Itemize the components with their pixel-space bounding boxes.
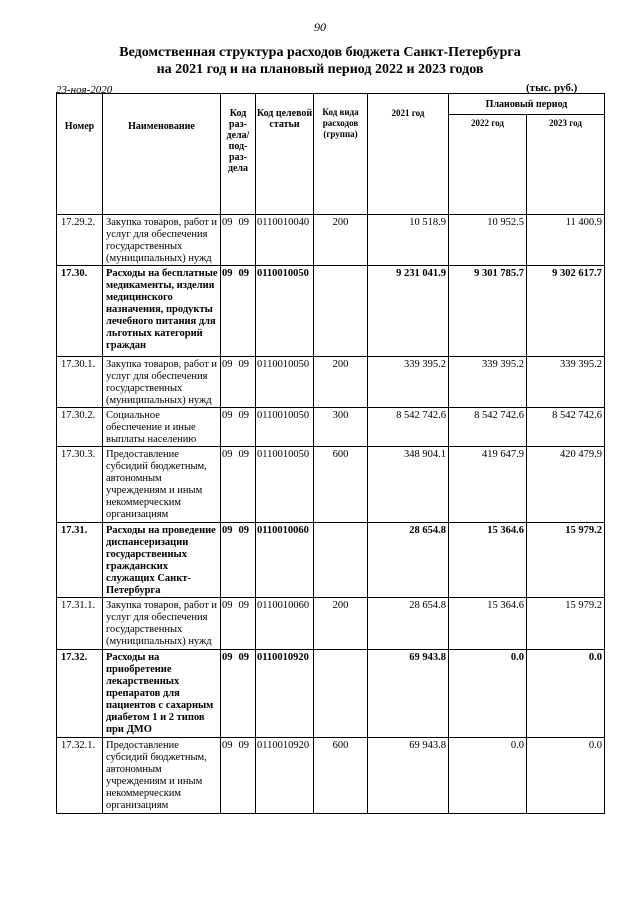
row-name: Закупка товаров, работ и услуг для обеспечения государственных (муниципальных) нужд [103,215,221,266]
row-value-2023: 15 979.2 [527,523,605,598]
header-section-code: Код раз-дела/ под-раз-дела [221,94,256,215]
row-subsection: 09 [238,600,249,611]
row-target-code: 0110010050 [256,447,314,523]
row-value-2021: 348 904.1 [368,447,449,523]
table-row [57,408,605,447]
row-name: Расходы на бесплатные медикаменты, изделия медицинского назначения, продукты лечебного питания для льготных категорий граждан [103,266,221,357]
budget-table [56,93,605,814]
row-expense-type: 600 [314,738,368,814]
row-target-code: 0110010040 [256,215,314,266]
row-expense-type: 200 [314,215,368,266]
row-expense-type: 200 [314,598,368,650]
row-name: Закупка товаров, работ и услуг для обеспечения государственных (муниципальных) нужд [103,357,221,408]
page-title [0,44,640,78]
row-value-2023: 0.0 [527,650,605,738]
row-number: 17.30.1. [57,357,103,408]
row-expense-type: 300 [314,408,368,447]
table-row [57,447,605,523]
row-number: 17.32.1. [57,738,103,814]
title-line-2: на 2021 год и на плановый период 2022 и 2023 годов [156,62,484,77]
row-value-2023: 8 542 742.6 [527,408,605,447]
row-value-2021: 339 395.2 [368,357,449,408]
table-row [57,266,605,357]
header-name: Наименование [103,94,221,215]
row-value-2023: 15 979.2 [527,598,605,650]
row-value-2021: 8 542 742.6 [368,408,449,447]
row-section-code [221,266,256,357]
row-value-2022: 0.0 [449,650,527,738]
row-number: 17.32. [57,650,103,738]
row-target-code: 0110010920 [256,650,314,738]
row-number: 17.30. [57,266,103,357]
header-year-2022: 2022 год [449,115,527,215]
row-section: 09 [222,359,233,370]
row-number: 17.29.2. [57,215,103,266]
header-year-2023: 2023 год [527,115,605,215]
row-expense-type [314,523,368,598]
row-expense-type [314,650,368,738]
row-section: 09 [222,600,233,611]
row-value-2022: 339 395.2 [449,357,527,408]
row-value-2022: 10 952.5 [449,215,527,266]
header-target-code: Код целевой статьи [256,94,314,215]
row-target-code: 0110010920 [256,738,314,814]
row-section-code [221,408,256,447]
row-section-code [221,215,256,266]
row-value-2021: 10 518.9 [368,215,449,266]
row-subsection: 09 [238,359,249,370]
row-value-2022: 419 647.9 [449,447,527,523]
row-section: 09 [222,217,233,228]
row-section: 09 [222,652,233,663]
row-value-2021: 28 654.8 [368,523,449,598]
row-value-2023: 9 302 617.7 [527,266,605,357]
table-row [57,650,605,738]
row-target-code: 0110010060 [256,523,314,598]
title-line-1: Ведомственная структура расходов бюджета Санкт-Петербурга [119,45,521,60]
row-name: Закупка товаров, работ и услуг для обеспечения государственных (муниципальных) нужд [103,598,221,650]
page-number: 90 [314,20,326,34]
table-row [57,598,605,650]
row-value-2021: 69 943.8 [368,650,449,738]
row-expense-type: 600 [314,447,368,523]
row-subsection: 09 [238,525,249,536]
row-section: 09 [222,410,233,421]
row-name: Предоставление субсидий бюджетным, автономным учреждениям и иным некоммерческим организациям [103,447,221,523]
row-section-code [221,650,256,738]
row-name: Расходы на проведение диспансеризации государственных гражданских служащих Санкт-Петербурга [103,523,221,598]
header-expense-type-code: Код вида расходов (группа) [314,94,368,215]
row-subsection: 09 [238,652,249,663]
row-target-code: 0110010050 [256,357,314,408]
row-number: 17.31.1. [57,598,103,650]
row-target-code: 0110010050 [256,266,314,357]
row-section-code [221,523,256,598]
row-value-2022: 15 364.6 [449,598,527,650]
units-label: (тыс. руб.) [526,82,578,94]
row-section: 09 [222,740,233,751]
row-subsection: 09 [238,449,249,460]
row-section-code [221,447,256,523]
row-value-2022: 0.0 [449,738,527,814]
row-name: Предоставление субсидий бюджетным, автономным учреждениям и иным некоммерческим организациям [103,738,221,814]
row-value-2022: 9 301 785.7 [449,266,527,357]
row-subsection: 09 [238,268,249,279]
document-date: 23-ноя-2020 [56,84,113,96]
row-value-2021: 69 943.8 [368,738,449,814]
row-section-code [221,598,256,650]
table-row [57,738,605,814]
row-value-2022: 15 364.6 [449,523,527,598]
row-number: 17.30.3. [57,447,103,523]
row-section: 09 [222,525,233,536]
row-subsection: 09 [238,740,249,751]
table-row [57,357,605,408]
row-name: Социальное обеспечение и иные выплаты населению [103,408,221,447]
row-section: 09 [222,268,233,279]
table-row [57,523,605,598]
header-number: Номер [57,94,103,215]
row-value-2021: 9 231 041.9 [368,266,449,357]
row-expense-type: 200 [314,357,368,408]
row-value-2021: 28 654.8 [368,598,449,650]
row-value-2023: 420 479.9 [527,447,605,523]
row-section-code [221,738,256,814]
row-value-2023: 11 400.9 [527,215,605,266]
row-subsection: 09 [238,217,249,228]
header-planned-period: Плановый период [449,94,605,115]
row-section-code [221,357,256,408]
row-value-2022: 8 542 742.6 [449,408,527,447]
row-section: 09 [222,449,233,460]
row-number: 17.30.2. [57,408,103,447]
row-name: Расходы на приобретение лекарственных препаратов для пациентов с сахарным диабетом 1 и 2 типов при ДМО [103,650,221,738]
row-subsection: 09 [238,410,249,421]
row-value-2023: 339 395.2 [527,357,605,408]
row-target-code: 0110010060 [256,598,314,650]
header-year-2021: 2021 год [368,94,449,215]
row-value-2023: 0.0 [527,738,605,814]
table-row [57,215,605,266]
row-target-code: 0110010050 [256,408,314,447]
row-number: 17.31. [57,523,103,598]
row-expense-type [314,266,368,357]
